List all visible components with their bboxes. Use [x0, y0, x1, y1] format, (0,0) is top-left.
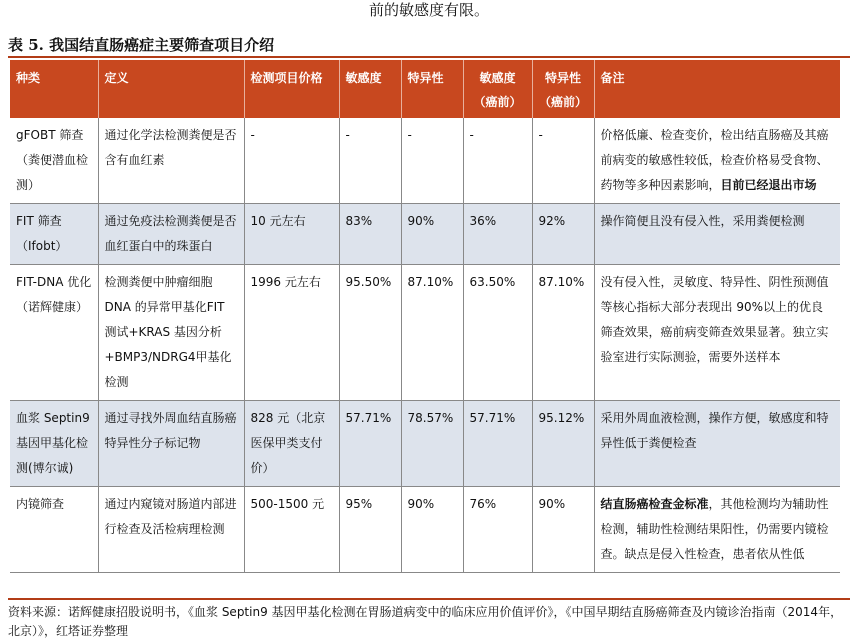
- remark-text: 没有侵入性，灵敏度、特异性、阴性预测值等核心指标大部分表现出 90%以上的优良筛查效果，癌前病变筛查效果显著。独立实验室进行实际测验，需要外送样本: [600, 275, 829, 364]
- table-row: [10, 265, 840, 401]
- cell-remark: [594, 204, 840, 265]
- table-row: [10, 204, 840, 265]
- cell-type: FIT 筛查（Ifobt）: [10, 204, 98, 265]
- preceding-text: 前的敏感度有限。: [368, 1, 489, 19]
- cell-type: gFOBT 筛查（粪便潜血检测）: [10, 118, 98, 204]
- header-price: 检测项目价格: [244, 60, 339, 118]
- remark-text: 采用外周血液检测，操作方便，敏感度和特异性低于粪便检查: [600, 411, 829, 450]
- cell-specificity: 78.57%: [401, 401, 463, 487]
- header-specificity: 特异性: [401, 60, 463, 118]
- cell-sensitivity: 95%: [339, 487, 401, 573]
- cell-price: 10 元左右: [244, 204, 339, 265]
- header-remark: 备注: [594, 60, 840, 118]
- cell-definition: 检测粪便中肿瘤细胞DNA 的异常甲基化FIT 测试+KRAS 基因分析 +BMP3/NDRG4甲基化检测: [98, 265, 244, 401]
- cell-specificity: 90%: [401, 487, 463, 573]
- cell-pre-specificity: 87.10%: [532, 265, 594, 401]
- remark-bold: 结直肠癌检查金标准: [600, 497, 709, 511]
- table-row: [10, 118, 840, 204]
- cell-sensitivity: 95.50%: [339, 265, 401, 401]
- cell-sensitivity: 57.71%: [339, 401, 401, 487]
- cell-sensitivity: 83%: [339, 204, 401, 265]
- cell-sensitivity: -: [339, 118, 401, 204]
- cell-pre-sensitivity: -: [463, 118, 532, 204]
- cell-definition: 通过免疫法检测粪便是否血红蛋白中的珠蛋白: [98, 204, 244, 265]
- cell-price: 500-1500 元: [244, 487, 339, 573]
- cell-remark: [594, 118, 840, 204]
- cell-specificity: 87.10%: [401, 265, 463, 401]
- remark-text: 操作简便且没有侵入性，采用粪便检测: [600, 214, 805, 228]
- cell-remark: [594, 487, 840, 573]
- cell-remark: [594, 265, 840, 401]
- cell-specificity: -: [401, 118, 463, 204]
- table-row: [10, 487, 840, 573]
- cell-definition: 通过内窥镜对肠道内部进行检查及活检病理检测: [98, 487, 244, 573]
- table-title: 表 5. 我国结直肠癌症主要筛查项目介绍: [8, 36, 275, 54]
- cell-definition: 通过化学法检测粪便是否含有血红素: [98, 118, 244, 204]
- header-definition: 定义: [98, 60, 244, 118]
- cell-type: 血浆 Septin9 基因甲基化检测(博尔诚): [10, 401, 98, 487]
- header-type: 种类: [10, 60, 98, 118]
- source-note: 资料来源：诺辉健康招股说明书，《血浆 Septin9 基因甲基化检测在胃肠道病变中的临床应用价值评价》，《中国早期结直肠癌筛查及内镜诊治指南（2014年，北京）》，红塔证券整理: [8, 605, 843, 638]
- cell-pre-specificity: -: [532, 118, 594, 204]
- cell-pre-sensitivity: 57.71%: [463, 401, 532, 487]
- remark-text: 价格低廉、检查变价，检出结直肠癌及其癌前病变的敏感性较低，检查价格易受食物、药物等多种因素影响，: [600, 128, 829, 192]
- cell-definition: 通过寻找外周血结直肠癌特异性分子标记物: [98, 401, 244, 487]
- cell-pre-sensitivity: 63.50%: [463, 265, 532, 401]
- cell-pre-specificity: 95.12%: [532, 401, 594, 487]
- cell-remark: [594, 401, 840, 487]
- cell-price: 828 元（北京医保甲类支付价）: [244, 401, 339, 487]
- cell-pre-specificity: 90%: [532, 487, 594, 573]
- header-pre-specificity: 特异性 （癌前）: [532, 60, 594, 118]
- cell-type: 内镜筛查: [10, 487, 98, 573]
- cell-specificity: 90%: [401, 204, 463, 265]
- table-header-row: [10, 60, 840, 118]
- header-pre-sensitivity: 敏感度 （癌前）: [463, 60, 532, 118]
- cell-pre-specificity: 92%: [532, 204, 594, 265]
- header-sensitivity: 敏感度: [339, 60, 401, 118]
- table-row: [10, 401, 840, 487]
- cell-pre-sensitivity: 36%: [463, 204, 532, 265]
- source-rule: [8, 598, 850, 600]
- screening-table: [10, 60, 840, 573]
- remark-text: ，其他检测均为辅助性检测，辅助性检测结果阳性，仍需要内镜检查。缺点是侵入性检查，患者依从性低: [600, 497, 829, 561]
- cell-price: 1996 元左右: [244, 265, 339, 401]
- cell-type: FIT-DNA 优化（诺辉健康）: [10, 265, 98, 401]
- title-rule: [8, 56, 850, 58]
- cell-pre-sensitivity: 76%: [463, 487, 532, 573]
- cell-price: -: [244, 118, 339, 204]
- remark-bold: 目前已经退出市场: [720, 178, 817, 192]
